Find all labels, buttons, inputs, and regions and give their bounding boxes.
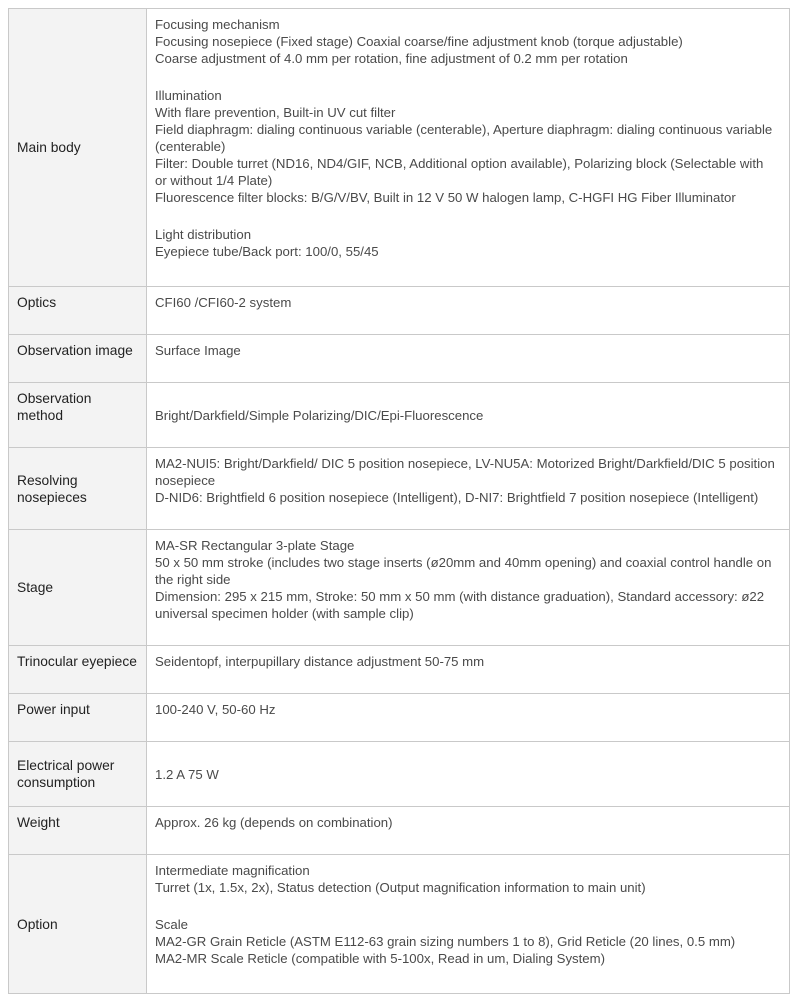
spec-value: Approx. 26 kg (depends on combination) <box>147 807 790 855</box>
spec-text-line: Filter: Double turret (ND16, ND4/GIF, NCB, Additional option available), Polarizing block (Selectable with or without 1/4 Plate) <box>155 156 764 188</box>
spec-row-resolving-nosepieces <box>9 448 790 530</box>
spec-label: Main body <box>9 9 147 287</box>
spec-text-line: MA2-GR Grain Reticle (ASTM E112-63 grain sizing numbers 1 to 8), Grid Reticle (20 lines, 0.5 mm) <box>155 934 736 949</box>
spec-value <box>147 530 790 646</box>
spec-label: Electrical power consumption <box>9 742 147 807</box>
spec-text-line: Turret (1x, 1.5x, 2x), Status detection (Output magnification information to main unit) <box>155 880 646 895</box>
spec-value <box>147 9 790 287</box>
light-distribution-heading: Light distribution <box>155 227 252 242</box>
specifications-table <box>8 8 790 994</box>
spacer <box>155 67 775 87</box>
spec-label: Weight <box>9 807 147 855</box>
illumination-heading: Illumination <box>155 88 222 103</box>
spacer <box>155 206 775 226</box>
spec-text-line: Eyepiece tube/Back port: 100/0, 55/45 <box>155 244 379 259</box>
spec-row-power-input <box>9 694 790 742</box>
spec-value <box>147 855 790 994</box>
spec-text-line: Coarse adjustment of 4.0 mm per rotation, fine adjustment of 0.2 mm per rotation <box>155 51 628 66</box>
focusing-mechanism-heading: Focusing mechanism <box>155 17 280 32</box>
spec-label: Power input <box>9 694 147 742</box>
spec-row-stage <box>9 530 790 646</box>
spec-text-line: Field diaphragm: dialing continuous variable (centerable), Aperture diaphragm: dialing continuous variable (centerable) <box>155 122 773 154</box>
spec-text-line: MA2-MR Scale Reticle (compatible with 5-100x, Read in um, Dialing System) <box>155 951 606 966</box>
spec-value: Bright/Darkfield/Simple Polarizing/DIC/Epi-Fluorescence <box>147 383 790 448</box>
spec-row-option <box>9 855 790 994</box>
spec-value: Seidentopf, interpupillary distance adjustment 50-75 mm <box>147 646 790 694</box>
spec-text-line: D-NID6: Brightfield 6 position nosepiece (Intelligent), D-NI7: Brightfield 7 position nosepiece (Intelligent) <box>155 490 759 505</box>
spec-value: 1.2 A 75 W <box>147 742 790 807</box>
spec-label: Stage <box>9 530 147 646</box>
spec-value <box>147 448 790 530</box>
spec-row-optics <box>9 287 790 335</box>
spec-row-observation-image <box>9 335 790 383</box>
spec-text-line: 50 x 50 mm stroke (includes two stage inserts (ø20mm and 40mm opening) and coaxial control handle on the right side <box>155 555 772 587</box>
spec-label: Observation image <box>9 335 147 383</box>
spec-row-electrical-power-consumption <box>9 742 790 807</box>
spec-value: Surface Image <box>147 335 790 383</box>
spec-row-observation-method <box>9 383 790 448</box>
spec-label: Option <box>9 855 147 994</box>
spec-row-main-body <box>9 9 790 287</box>
spec-text-line: Fluorescence filter blocks: B/G/V/BV, Built in 12 V 50 W halogen lamp, C-HGFI HG Fiber Illuminator <box>155 190 736 205</box>
spec-value: CFI60 /CFI60-2 system <box>147 287 790 335</box>
spec-label: Resolving nosepieces <box>9 448 147 530</box>
spec-row-weight <box>9 807 790 855</box>
spec-value: 100-240 V, 50-60 Hz <box>147 694 790 742</box>
spec-text-line: Dimension: 295 x 215 mm, Stroke: 50 mm x 50 mm (with distance graduation), Standard accessory: ø22 universal specimen holder (with sample clip) <box>155 589 765 621</box>
spec-label: Trinocular eyepiece <box>9 646 147 694</box>
spec-text-line: MA-SR Rectangular 3-plate Stage <box>155 538 355 553</box>
spec-row-trinocular-eyepiece <box>9 646 790 694</box>
spec-text-line: With flare prevention, Built-in UV cut filter <box>155 105 396 120</box>
spec-label: Optics <box>9 287 147 335</box>
spacer <box>155 896 775 916</box>
spec-label: Observation method <box>9 383 147 448</box>
spec-text-line: Focusing nosepiece (Fixed stage) Coaxial coarse/fine adjustment knob (torque adjustable) <box>155 34 683 49</box>
scale-heading: Scale <box>155 917 188 932</box>
spec-text-line: MA2-NUI5: Bright/Darkfield/ DIC 5 position nosepiece, LV-NU5A: Motorized Bright/Darkfield/DIC 5 position nosepiece <box>155 456 775 488</box>
intermediate-magnification-heading: Intermediate magnification <box>155 863 310 878</box>
